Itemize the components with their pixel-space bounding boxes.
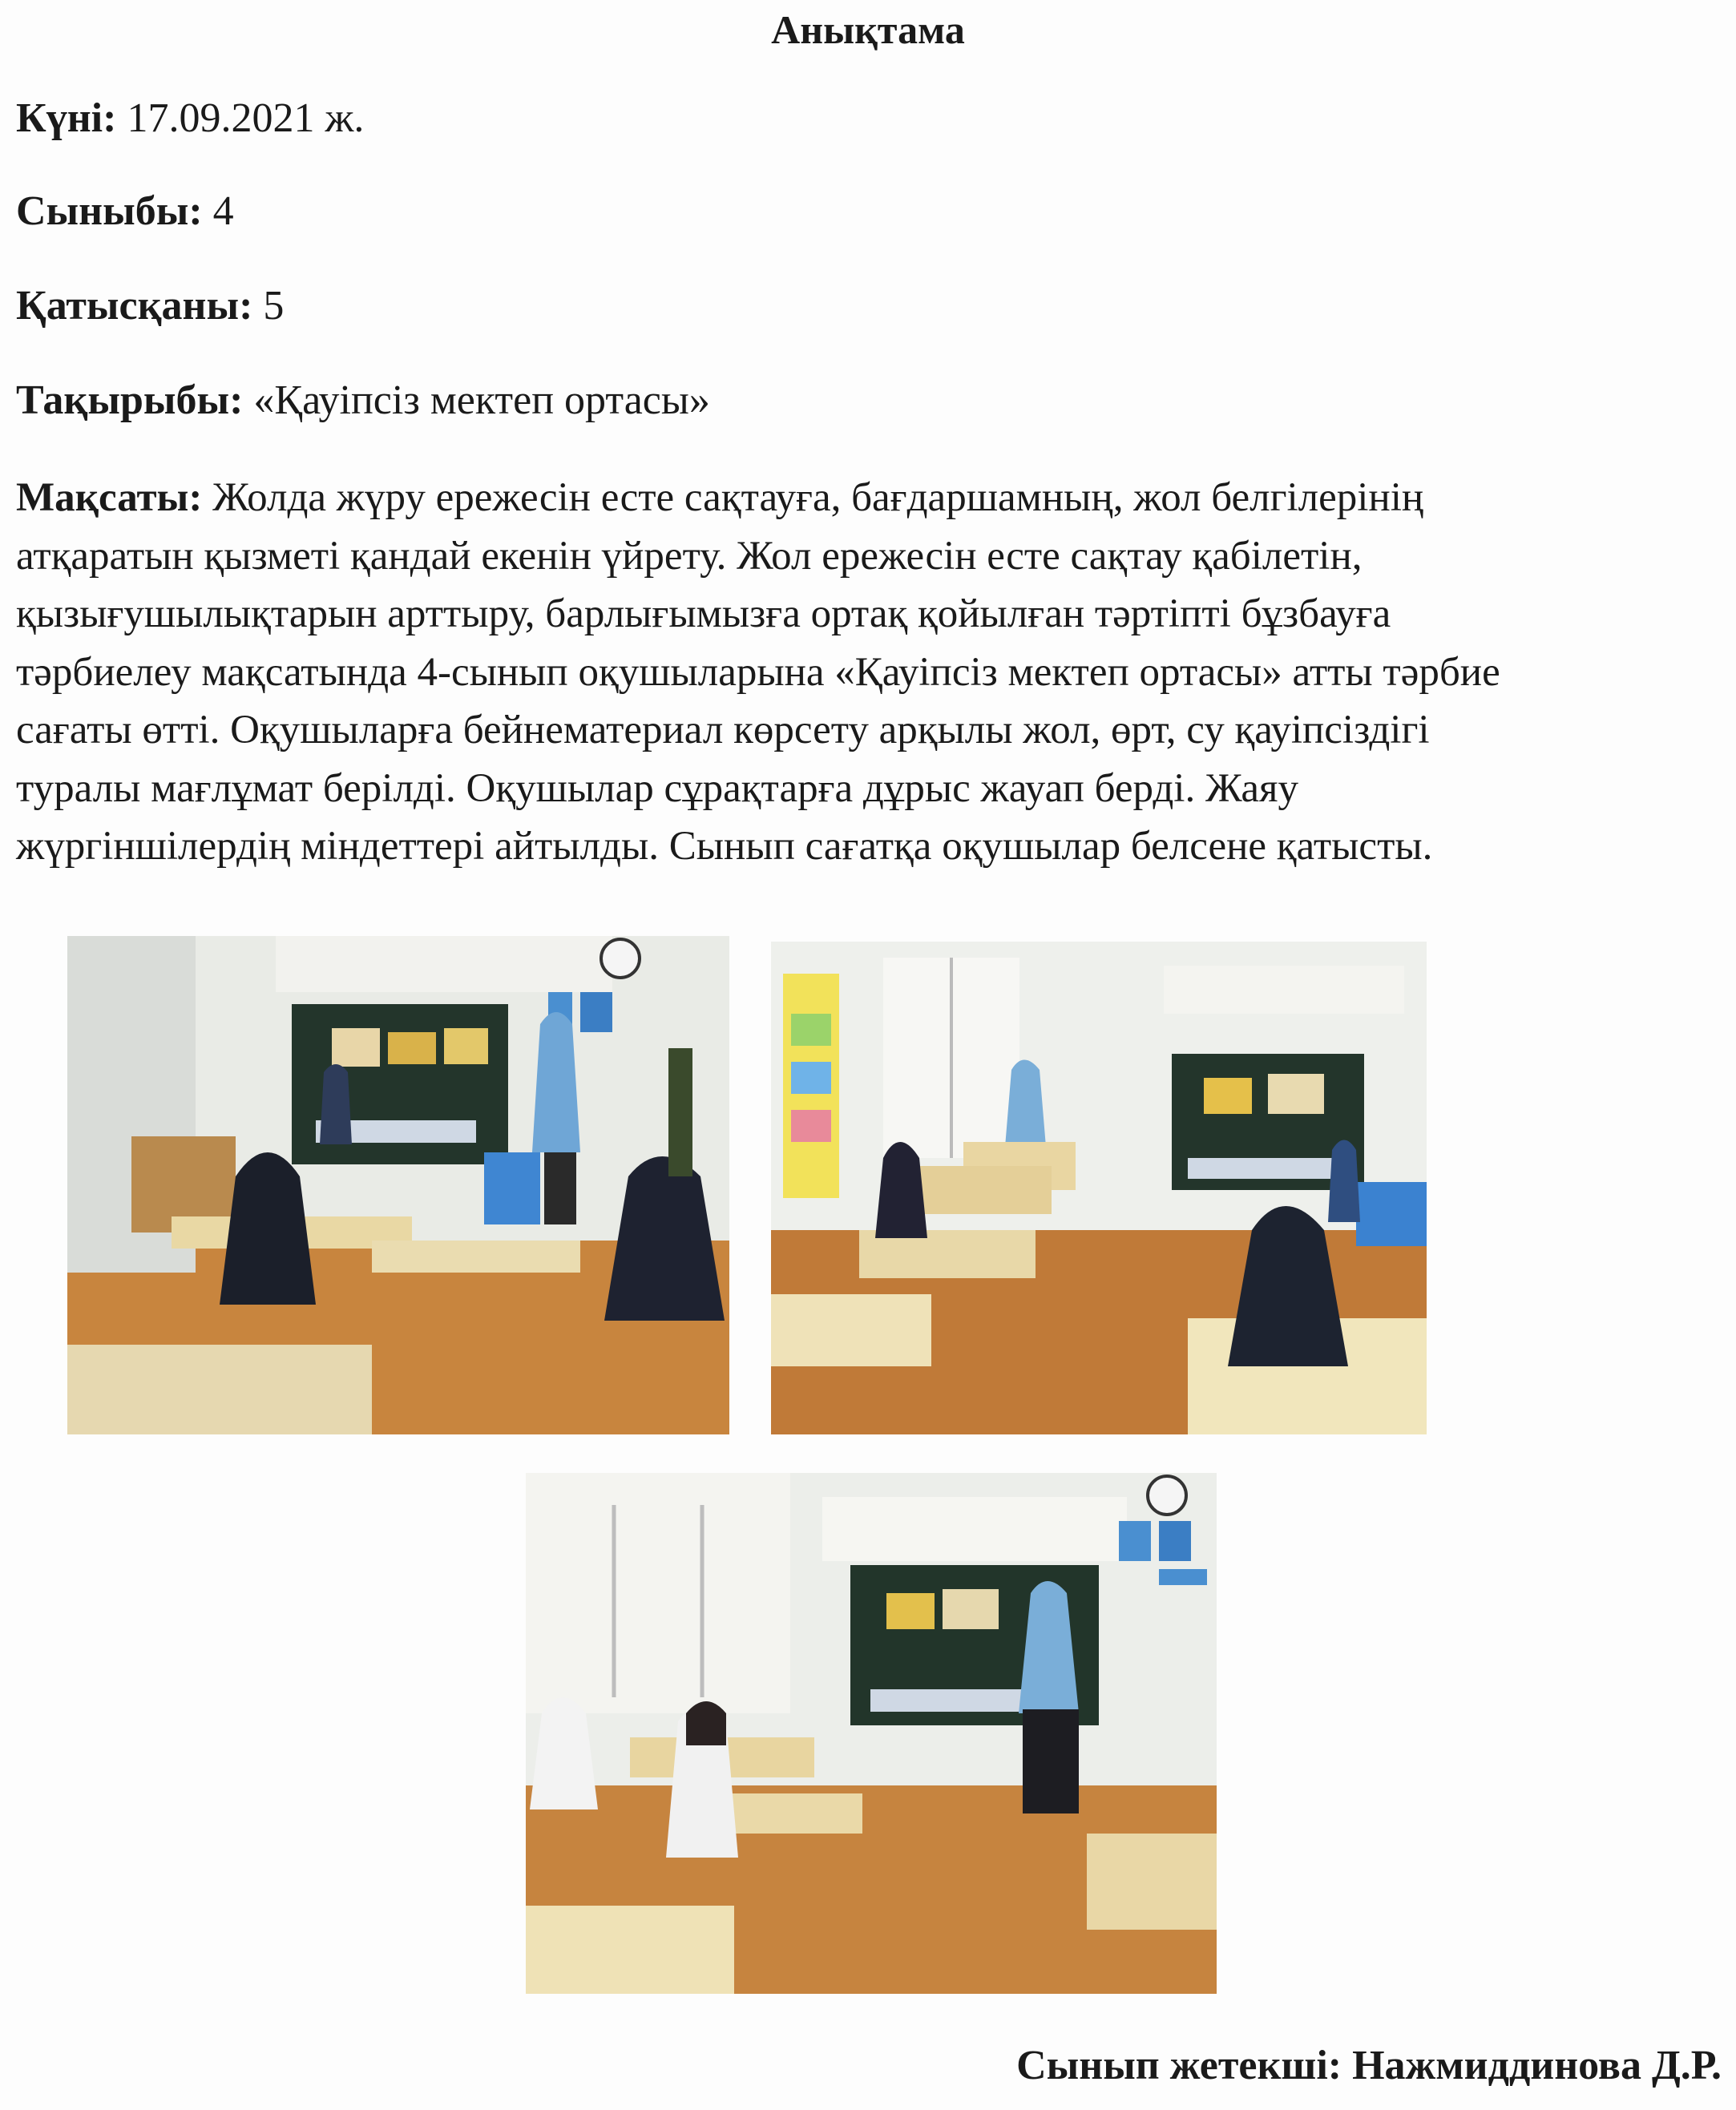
purpose-line-5: сағаты өтті. Оқушыларға бейнематериал көрсету арқылы жол, өрт, су қауіпсіздігі [16,708,1430,752]
purpose-line-4: тәрбиелеу мақсатында 4-сынып оқушыларына «Қауіпсіз мектеп ортасы» атты тәрбие [16,649,1500,695]
purpose-line-6: туралы мағлұмат берілді. Оқушылар сұрақтарға дұрыс жауап берді. Жаяу [16,765,1299,811]
signature-line: Сынып жетекші: Нажмиддинова Д.Р. [1016,2043,1722,2088]
attended-field [16,282,284,329]
purpose-line-7: жүргіншілердің міндеттері айтылды. Сынып сағатқа оқушылар белсене қатысты. [16,824,1433,869]
date-label: Күні: [16,95,117,141]
attended-label: Қатысқаны: [16,283,253,329]
classroom-photo-3 [526,1473,1217,1994]
purpose-line-3: қызығушылықтарын арттыру, барлығымызға ортақ қойылған тәртіпті бұзбауға [16,591,1391,636]
topic-label: Тақырыбы: [16,377,244,423]
topic-value: «Қауіпсіз мектеп ортасы» [253,377,710,423]
class-label: Сыныбы: [16,188,203,234]
purpose-label: Мақсаты: [16,475,203,520]
document-title: Анықтама [771,7,965,52]
classroom-photo-1 [67,936,729,1434]
purpose-paragraph [16,469,1715,876]
date-value: 17.09.2021 ж. [127,95,365,141]
attended-value: 5 [263,283,285,329]
topic-field [16,377,710,424]
classroom-photo-2 [771,942,1427,1434]
class-value: 4 [212,188,234,234]
purpose-line-1: Мақсаты: Жолда жүру ережесін есте сақтауға, бағдаршамның, жол белгілерінің [16,475,1424,520]
class-field [16,188,234,235]
date-field [16,95,364,142]
purpose-line-2: атқаратын қызметі қандай екенін үйрету. Жол ережесін есте сақтау қабілетін, [16,533,1363,579]
